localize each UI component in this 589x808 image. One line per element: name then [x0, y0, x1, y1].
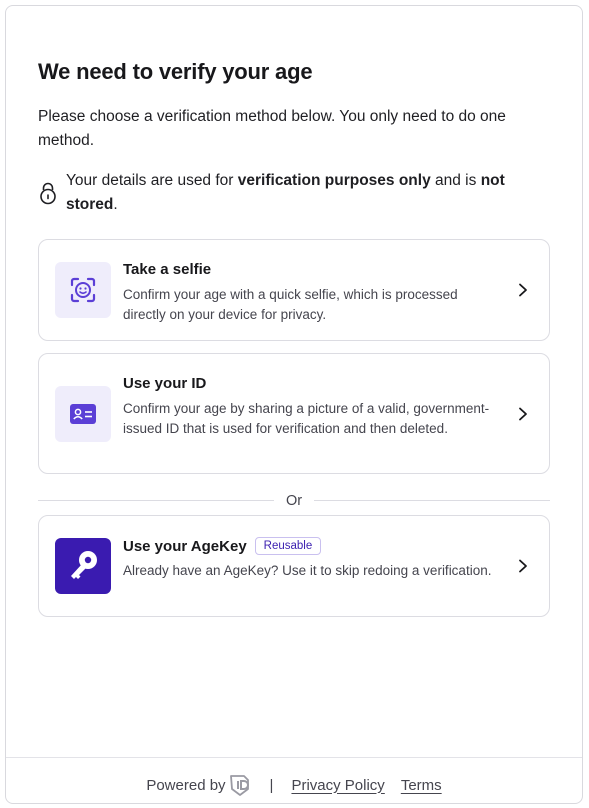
option-description: Already have an AgeKey? Use it to skip redoing a verification.: [123, 563, 492, 578]
page-title: We need to verify your age: [38, 59, 313, 84]
option-selfie[interactable]: [38, 239, 550, 341]
lock-icon: [38, 169, 66, 217]
chevron-right-icon: [517, 283, 529, 297]
chevron-right-icon: [517, 407, 529, 421]
reusable-badge: Reusable: [255, 537, 322, 555]
option-description: Confirm your age with a quick selfie, which is processed directly on your device for privacy.: [123, 287, 458, 322]
footer-divider: [6, 757, 582, 758]
divider-label: Or: [285, 493, 303, 509]
privacy-text: Your details are used for verification purposes only and is not stored.: [66, 172, 505, 213]
powered-by: [146, 773, 253, 797]
powered-by-label: Powered by: [146, 776, 226, 794]
key-icon: [55, 538, 111, 594]
option-title: [123, 537, 321, 555]
terms-link[interactable]: Terms: [400, 776, 442, 794]
footer: [6, 773, 582, 797]
divider-line: [314, 500, 550, 501]
option-description: Confirm your age by sharing a picture of a valid, government-issued ID that is used for verification and then deleted.: [123, 401, 490, 436]
option-title-text: Use your AgeKey: [123, 538, 247, 555]
footer-separator: |: [269, 776, 274, 794]
provider-logo-icon: [228, 773, 254, 797]
verification-card: [5, 5, 583, 804]
face-scan-icon: [55, 262, 111, 318]
chevron-right-icon: [517, 559, 529, 573]
option-agekey[interactable]: [38, 515, 550, 617]
intro-text: Please choose a verification method below. You only need to do one method.: [38, 108, 506, 149]
option-title: Take a selfie: [123, 261, 212, 278]
option-title: Use your ID: [123, 375, 207, 392]
id-card-icon: [55, 386, 111, 442]
option-id[interactable]: [38, 353, 550, 474]
privacy-policy-link[interactable]: Privacy Policy: [291, 776, 385, 794]
or-divider: [38, 491, 550, 511]
privacy-note: [38, 169, 550, 217]
